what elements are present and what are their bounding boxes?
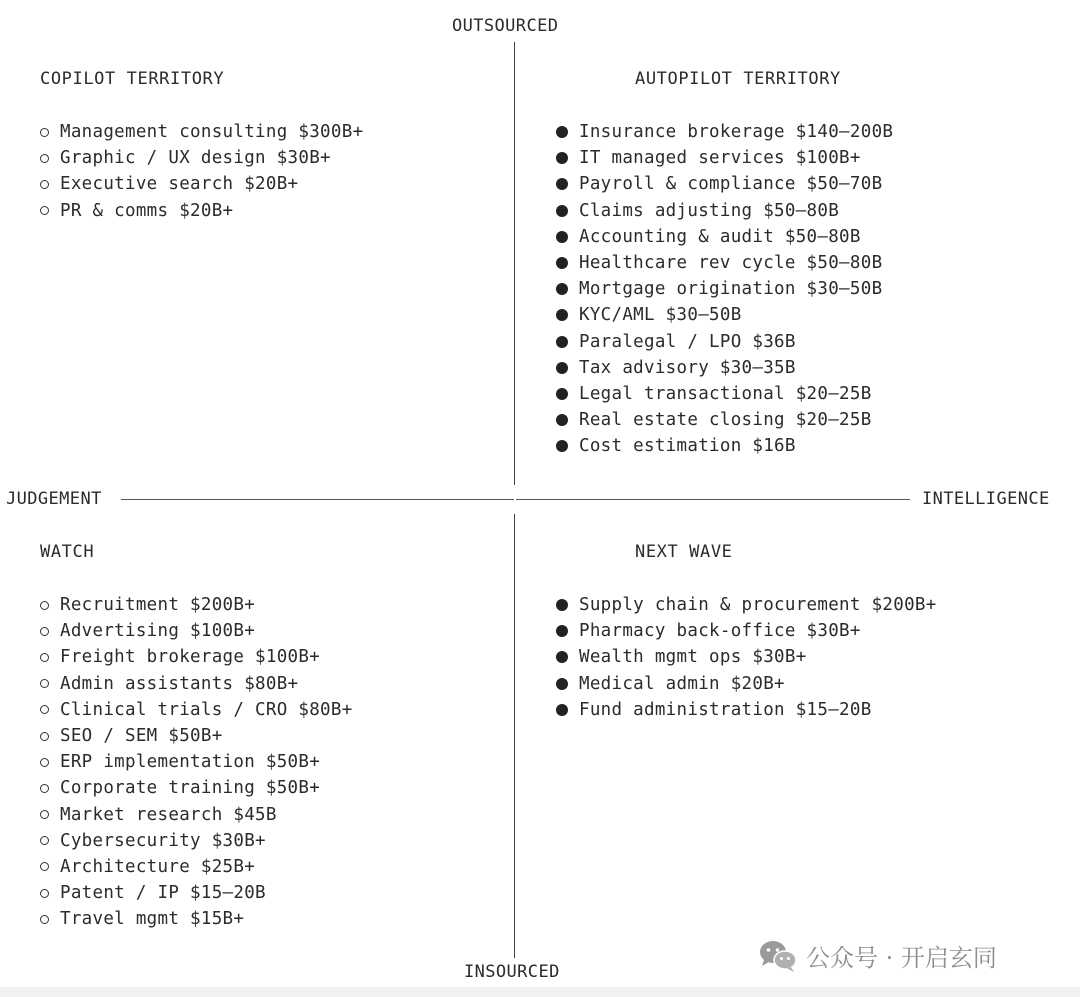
hollow-circle-icon (40, 128, 49, 137)
filled-circle-icon (556, 309, 568, 321)
autopilot-list (556, 119, 893, 459)
list-item (556, 329, 893, 355)
quadrant-title-copilot: COPILOT TERRITORY (40, 69, 225, 89)
list-item-label: Paralegal / LPO $36B (579, 331, 796, 352)
vertical-axis-bottom (514, 514, 515, 958)
list-item (556, 119, 893, 145)
hollow-circle-icon (40, 836, 49, 845)
list-item (556, 250, 893, 276)
horizontal-axis-right (516, 499, 910, 500)
hollow-circle-icon (40, 601, 49, 610)
hollow-circle-icon (40, 784, 49, 793)
list-item (556, 618, 937, 644)
list-item (556, 302, 893, 328)
list-item (556, 644, 937, 670)
list-item-label: Medical admin $20B+ (579, 673, 785, 694)
watermark (758, 938, 997, 973)
list-item-label: IT managed services $100B+ (579, 148, 861, 169)
list-item-label: Mortgage origination $30–50B (579, 279, 883, 300)
list-item (40, 119, 363, 145)
hollow-circle-icon (40, 679, 49, 688)
watch-list (40, 592, 353, 932)
hollow-circle-icon (40, 862, 49, 871)
axis-label-top: OUTSOURCED (452, 16, 559, 36)
list-item-label: Wealth mgmt ops $30B+ (579, 647, 807, 668)
hollow-circle-icon (40, 154, 49, 163)
list-item-label: Legal transactional $20–25B (579, 383, 872, 404)
hollow-circle-icon (40, 810, 49, 819)
quadrant-title-next-wave: NEXT WAVE (635, 542, 733, 562)
list-item-label: Cost estimation $16B (579, 436, 796, 457)
list-item (40, 880, 353, 906)
list-item-label: Cybersecurity $30B+ (60, 830, 266, 851)
list-item (556, 198, 893, 224)
list-item-label: ERP implementation $50B+ (60, 752, 321, 773)
list-item (40, 749, 353, 775)
hollow-circle-icon (40, 180, 49, 189)
list-item-label: Freight brokerage $100B+ (60, 647, 321, 668)
list-item (556, 433, 893, 459)
hollow-circle-icon (40, 705, 49, 714)
list-item-label: Management consulting $300B+ (60, 122, 364, 143)
list-item-label: Market research $45B (60, 804, 277, 825)
quadrant-title-watch: WATCH (40, 542, 95, 562)
list-item (40, 171, 363, 197)
list-item (40, 198, 363, 224)
quadrant-title-autopilot: AUTOPILOT TERRITORY (635, 69, 841, 89)
axis-label-right: INTELLIGENCE (922, 489, 1050, 509)
filled-circle-icon (556, 388, 568, 400)
list-item (40, 775, 353, 801)
filled-circle-icon (556, 362, 568, 374)
filled-circle-icon (556, 651, 568, 663)
list-item-label: Executive search $20B+ (60, 174, 299, 195)
horizontal-axis-left (121, 499, 514, 500)
list-item (556, 276, 893, 302)
list-item (40, 906, 353, 932)
list-item (40, 618, 353, 644)
list-item-label: PR & comms $20B+ (60, 200, 234, 221)
hollow-circle-icon (40, 627, 49, 636)
list-item (556, 355, 893, 381)
list-item (40, 828, 353, 854)
list-item (556, 224, 893, 250)
filled-circle-icon (556, 231, 568, 243)
list-item-label: SEO / SEM $50B+ (60, 726, 223, 747)
filled-circle-icon (556, 704, 568, 716)
list-item-label: Graphic / UX design $30B+ (60, 148, 331, 169)
list-item-label: Fund administration $15–20B (579, 699, 872, 720)
list-item (40, 644, 353, 670)
watermark-text: 公众号 · 开启玄同 (806, 944, 997, 972)
list-item-label: Supply chain & procurement $200B+ (579, 595, 937, 616)
next-wave-list (556, 592, 937, 723)
filled-circle-icon (556, 126, 568, 138)
list-item-label: Accounting & audit $50–80B (579, 226, 861, 247)
axis-label-left: JUDGEMENT (6, 489, 102, 509)
filled-circle-icon (556, 599, 568, 611)
list-item (40, 723, 353, 749)
filled-circle-icon (556, 178, 568, 190)
list-item-label: Real estate closing $20–25B (579, 410, 872, 431)
filled-circle-icon (556, 152, 568, 164)
list-item-label: Clinical trials / CRO $80B+ (60, 699, 353, 720)
list-item (556, 671, 937, 697)
filled-circle-icon (556, 257, 568, 269)
list-item-label: Pharmacy back-office $30B+ (579, 621, 861, 642)
hollow-circle-icon (40, 758, 49, 767)
hollow-circle-icon (40, 653, 49, 662)
hollow-circle-icon (40, 889, 49, 898)
list-item (556, 145, 893, 171)
list-item (556, 171, 893, 197)
list-item-label: Claims adjusting $50–80B (579, 200, 840, 221)
list-item-label: Advertising $100B+ (60, 621, 256, 642)
list-item-label: Admin assistants $80B+ (60, 673, 299, 694)
hollow-circle-icon (40, 206, 49, 215)
list-item (40, 697, 353, 723)
filled-circle-icon (556, 625, 568, 637)
list-item (40, 145, 363, 171)
copilot-list (40, 119, 363, 224)
list-item-label: Travel mgmt $15B+ (60, 909, 245, 930)
vertical-axis-top (514, 42, 515, 485)
list-item (556, 381, 893, 407)
bottom-band (0, 987, 1080, 997)
filled-circle-icon (556, 414, 568, 426)
list-item-label: Insurance brokerage $140–200B (579, 122, 894, 143)
filled-circle-icon (556, 205, 568, 217)
list-item-label: Healthcare rev cycle $50–80B (579, 253, 883, 274)
list-item-label: Patent / IP $15–20B (60, 883, 266, 904)
list-item-label: KYC/AML $30–50B (579, 305, 742, 326)
list-item-label: Architecture $25B+ (60, 856, 256, 877)
list-item (40, 802, 353, 828)
filled-circle-icon (556, 678, 568, 690)
axis-label-bottom: INSOURCED (464, 962, 560, 982)
wechat-icon (758, 939, 798, 973)
hollow-circle-icon (40, 915, 49, 924)
hollow-circle-icon (40, 732, 49, 741)
list-item (40, 854, 353, 880)
list-item-label: Tax advisory $30–35B (579, 357, 796, 378)
list-item (40, 671, 353, 697)
filled-circle-icon (556, 440, 568, 452)
list-item (556, 697, 937, 723)
list-item-label: Payroll & compliance $50–70B (579, 174, 883, 195)
filled-circle-icon (556, 336, 568, 348)
list-item-label: Corporate training $50B+ (60, 778, 321, 799)
list-item-label: Recruitment $200B+ (60, 595, 256, 616)
list-item (556, 592, 937, 618)
list-item (556, 407, 893, 433)
list-item (40, 592, 353, 618)
filled-circle-icon (556, 283, 568, 295)
